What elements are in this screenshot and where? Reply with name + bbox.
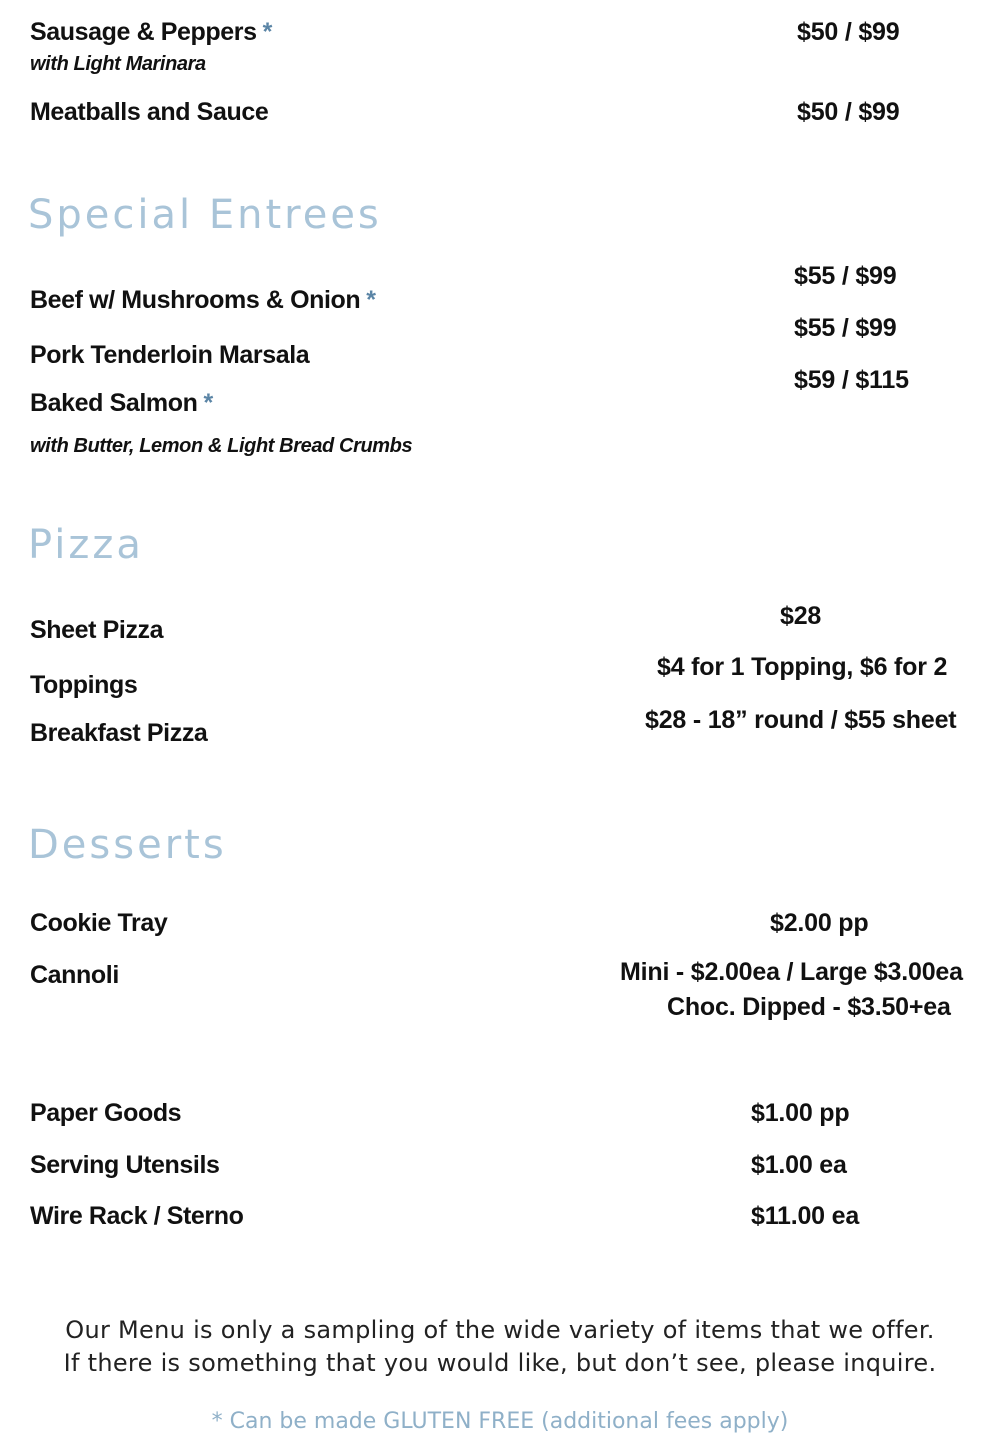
item-price: $28 xyxy=(780,602,822,630)
item-name: Cookie Tray xyxy=(30,909,168,937)
menu-item-pork xyxy=(30,341,309,370)
gluten-free-star: * xyxy=(203,389,213,417)
item-name: Sheet Pizza xyxy=(30,616,164,644)
item-note: with Butter, Lemon & Light Bread Crumbs xyxy=(30,435,413,457)
item-price: $55 / $99 xyxy=(794,314,897,342)
footer-line-1: Our Menu is only a sampling of the wide variety of items that we offer. xyxy=(65,1316,935,1344)
item-price: $50 / $99 xyxy=(797,98,900,126)
item-name: Serving Utensils xyxy=(30,1151,220,1179)
item-name: Baked Salmon xyxy=(30,389,198,417)
section-heading-desserts: Desserts xyxy=(28,822,227,868)
gluten-free-note: * Can be made GLUTEN FREE (additional fees apply) xyxy=(211,1409,789,1434)
item-price: $50 / $99 xyxy=(797,18,900,46)
item-price: $2.00 pp xyxy=(770,909,869,937)
menu-item-sausage-peppers xyxy=(30,18,272,47)
item-price: $59 / $115 xyxy=(794,366,909,394)
section-heading-special-entrees: Special Entrees xyxy=(28,192,382,238)
section-heading-pizza: Pizza xyxy=(28,522,144,568)
gluten-free-star: * xyxy=(366,286,376,314)
item-price: $4 for 1 Topping, $6 for 2 xyxy=(657,653,948,681)
menu-item-cannoli xyxy=(30,961,119,990)
menu-item-wire-rack xyxy=(30,1202,243,1231)
menu-item-cookie-tray xyxy=(30,909,167,938)
item-price-secondary: Choc. Dipped - $3.50+ea xyxy=(667,993,951,1021)
gluten-free-star: * xyxy=(262,18,272,46)
item-name: Paper Goods xyxy=(30,1099,182,1127)
item-name: Breakfast Pizza xyxy=(30,719,208,747)
menu-item-salmon xyxy=(30,389,213,418)
item-name: Beef w/ Mushrooms & Onion xyxy=(30,286,361,314)
item-price: $11.00 ea xyxy=(751,1202,860,1230)
item-name: Cannoli xyxy=(30,961,119,989)
item-name: Meatballs and Sauce xyxy=(30,98,269,126)
item-name: Pork Tenderloin Marsala xyxy=(30,341,310,369)
item-name: Sausage & Peppers xyxy=(30,18,257,46)
item-name: Wire Rack / Sterno xyxy=(30,1202,244,1230)
item-price: $1.00 ea xyxy=(751,1151,847,1179)
item-price: Mini - $2.00ea / Large $3.00ea xyxy=(620,958,963,986)
item-price: $28 - 18” round / $55 sheet xyxy=(645,706,957,734)
menu-item-toppings xyxy=(30,671,137,700)
item-price: $1.00 pp xyxy=(751,1099,850,1127)
item-note: with Light Marinara xyxy=(30,53,206,75)
menu-item-serving-utensils xyxy=(30,1151,220,1180)
menu-item-meatballs xyxy=(30,98,268,127)
item-price: $55 / $99 xyxy=(794,262,897,290)
menu-item-paper-goods xyxy=(30,1099,181,1128)
menu-item-sheet-pizza xyxy=(30,616,163,645)
footer-line-2: If there is something that you would like, but don’t see, please inquire. xyxy=(63,1349,937,1377)
item-name: Toppings xyxy=(30,671,138,699)
menu-item-breakfast-pizza xyxy=(30,719,207,748)
menu-item-beef xyxy=(30,286,376,315)
